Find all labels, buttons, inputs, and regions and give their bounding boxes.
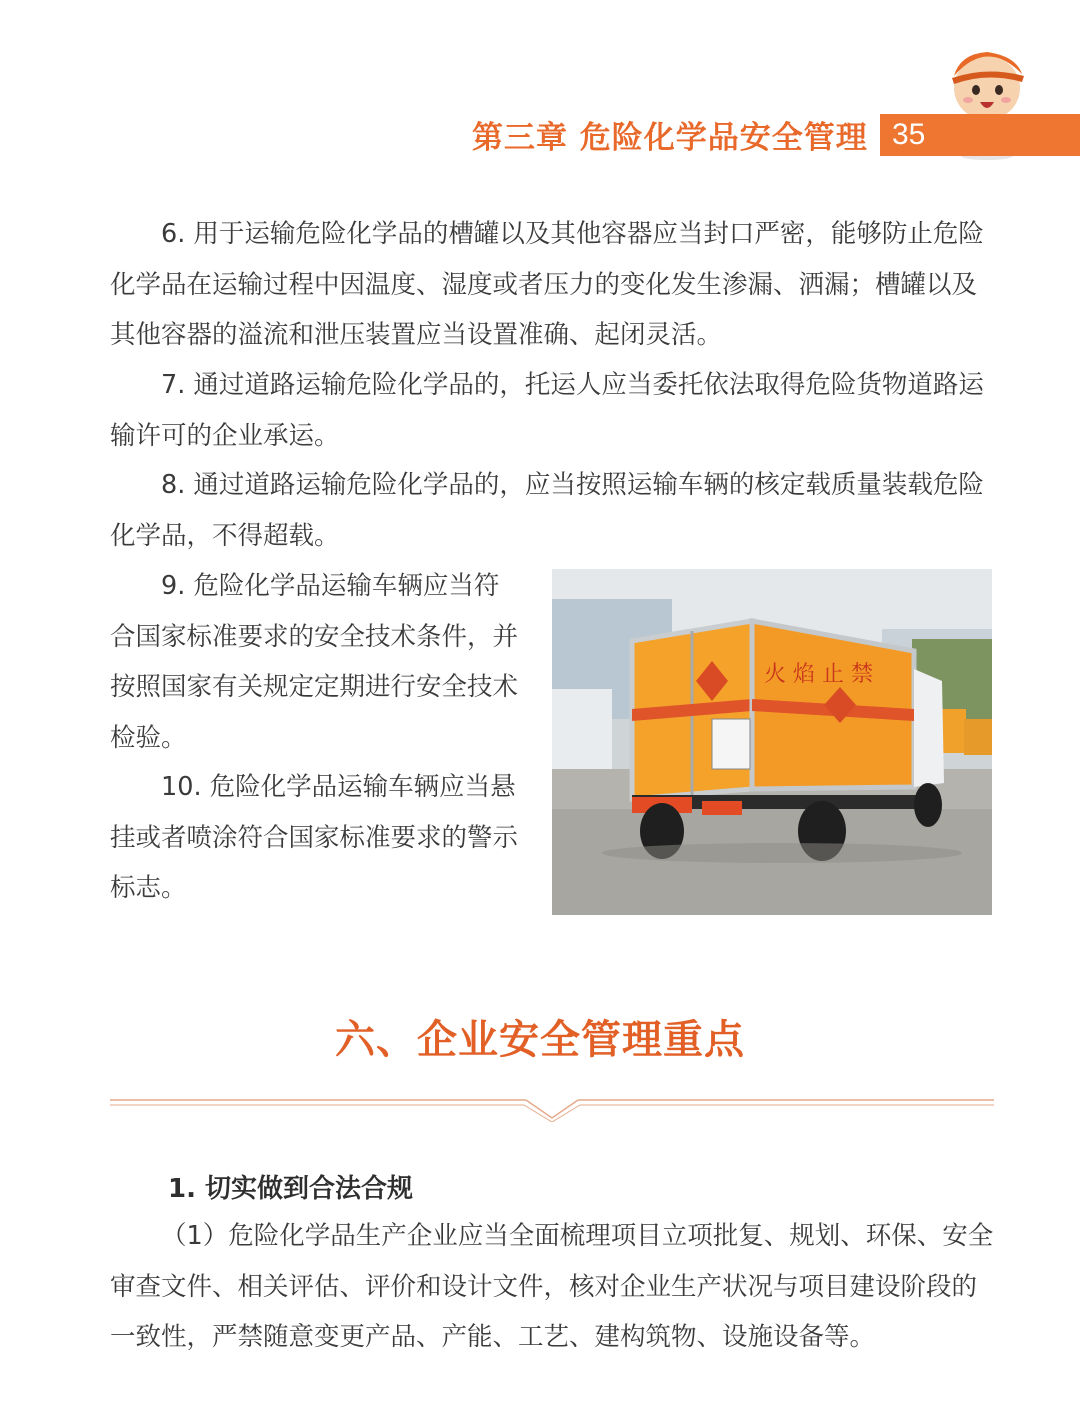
subheading: 1. 切实做到合法合规 — [168, 1174, 414, 1204]
truck-illustration — [552, 569, 992, 915]
truck-sign-text: 火 焰 止 禁 — [764, 662, 873, 687]
section-title: 六、企业安全管理重点 — [335, 1017, 745, 1063]
section-divider — [110, 1092, 994, 1122]
paragraph-8: 8. 通过道路运输危险化学品的，应当按照运输车辆的核定载质量装载危险化学品，不得超载。 — [110, 470, 984, 551]
truck-photo — [552, 569, 992, 915]
section-paragraph-1: （1）危险化学品生产企业应当全面梳理项目立项批复、规划、环保、安全审查文件、相关评估、评价和设计文件，核对企业生产状况与项目建设阶段的一致性，严禁随意变更产品、产能、工艺、建构筑物、设施设备等。 — [110, 1221, 994, 1352]
paragraph-9: 9. 危险化学品运输车辆应当符合国家标准要求的安全技术条件，并按照国家有关规定定期进行安全技术检验。 — [110, 571, 519, 753]
chapter-title: 第三章 危险化学品安全管理 — [472, 120, 868, 156]
paragraph-10: 10. 危险化学品运输车辆应当悬挂或者喷涂符合国家标准要求的警示标志。 — [110, 772, 519, 903]
paragraph-7: 7. 通过道路运输危险化学品的，托运人应当委托依法取得危险货物道路运输许可的企业承运。 — [110, 370, 984, 451]
page-number: 35 — [892, 118, 926, 151]
paragraph-6: 6. 用于运输危险化学品的槽罐以及其他容器应当封口严密，能够防止危险化学品在运输过程中因温度、湿度或者压力的变化发生渗漏、洒漏；槽罐以及其他容器的溢流和泄压装置应当设置准确、起闭灵活。 — [110, 219, 984, 350]
